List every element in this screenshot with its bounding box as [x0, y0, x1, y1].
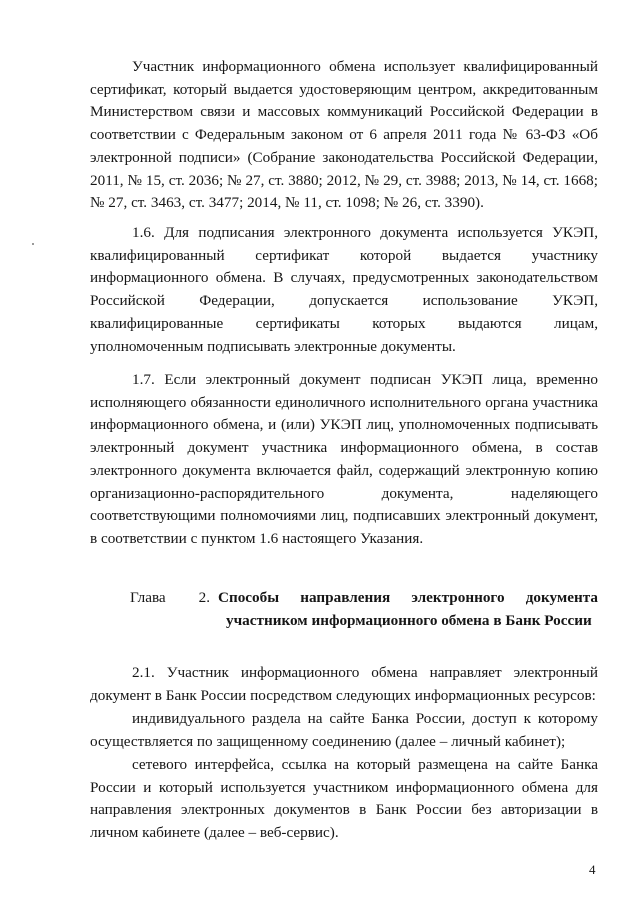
paragraph-1-6: 1.6. Для подписания электронного документа используется УКЭП, квалифицированный сертификат которой выдается участнику информационного обмена. В случаях, предусмотренных законодательством Российской Федерации, допускается использование УКЭП, квалифицированные сертификаты которых выдаются лицам, уполномоченным подписывать электронные документы. [90, 224, 598, 355]
paragraph-1-7: 1.7. Если электронный документ подписан УКЭП лица, временно исполняющего обязанности единоличного исполнительного органа участника информационного обмена, и (или) УКЭП лиц, уполномоченных подписывать электронный документ участника информационного обмена, в состав электронного документа включается файл, содержащий электронную копию организационно-распорядительного документа, наделяющего соответствующими полномочиями лиц, подписавших электронный документ, в соответствии с пунктом 1.6 настоящего Указания. [90, 371, 598, 547]
chapter-number: 2. [198, 589, 210, 606]
margin-mark [32, 243, 34, 245]
chapter-title-line2: участником информационного обмена в Банк России [226, 612, 592, 629]
chapter-heading [130, 586, 598, 632]
chapter-title-line1: Способы направления электронного документа [218, 589, 598, 606]
chapter-word: Глава [130, 589, 166, 606]
paragraph-web-service: сетевого интерфейса, ссылка на который размещена на сайте Банка России и который используется участником информационного обмена для направления электронных документов в Банк России без авторизации в личном кабинете (далее – веб-сервис). [90, 756, 598, 842]
page-number: 4 [589, 862, 596, 877]
paragraph-certificate: Участник информационного обмена использует квалифицированный сертификат, который выдается удостоверяющим центром, аккредитованным Министерством связи и массовых коммуникаций Российской Федерации в соответствии с Федеральным законом от 6 апреля 2011 года № 63-ФЗ «Об электронной подписи» (Собрание законодательства Российской Федерации, 2011, № 15, ст. 2036; № 27, ст. 3880; 2012, № 29, ст. 3988; 2013, № 14, ст. 1668; № 27, ст. 3463, ст. 3477; 2014, № 11, ст. 1098; № 26, ст. 3390). [90, 58, 598, 212]
chapter-label [130, 586, 218, 609]
paragraph-personal-account: индивидуального раздела на сайте Банка России, доступ к которому осуществляется по защищенному соединению (далее – личный кабинет); [90, 710, 598, 750]
paragraph-2-1: 2.1. Участник информационного обмена направляет электронный документ в Банк России посредством следующих информационных ресурсов: [90, 664, 598, 704]
